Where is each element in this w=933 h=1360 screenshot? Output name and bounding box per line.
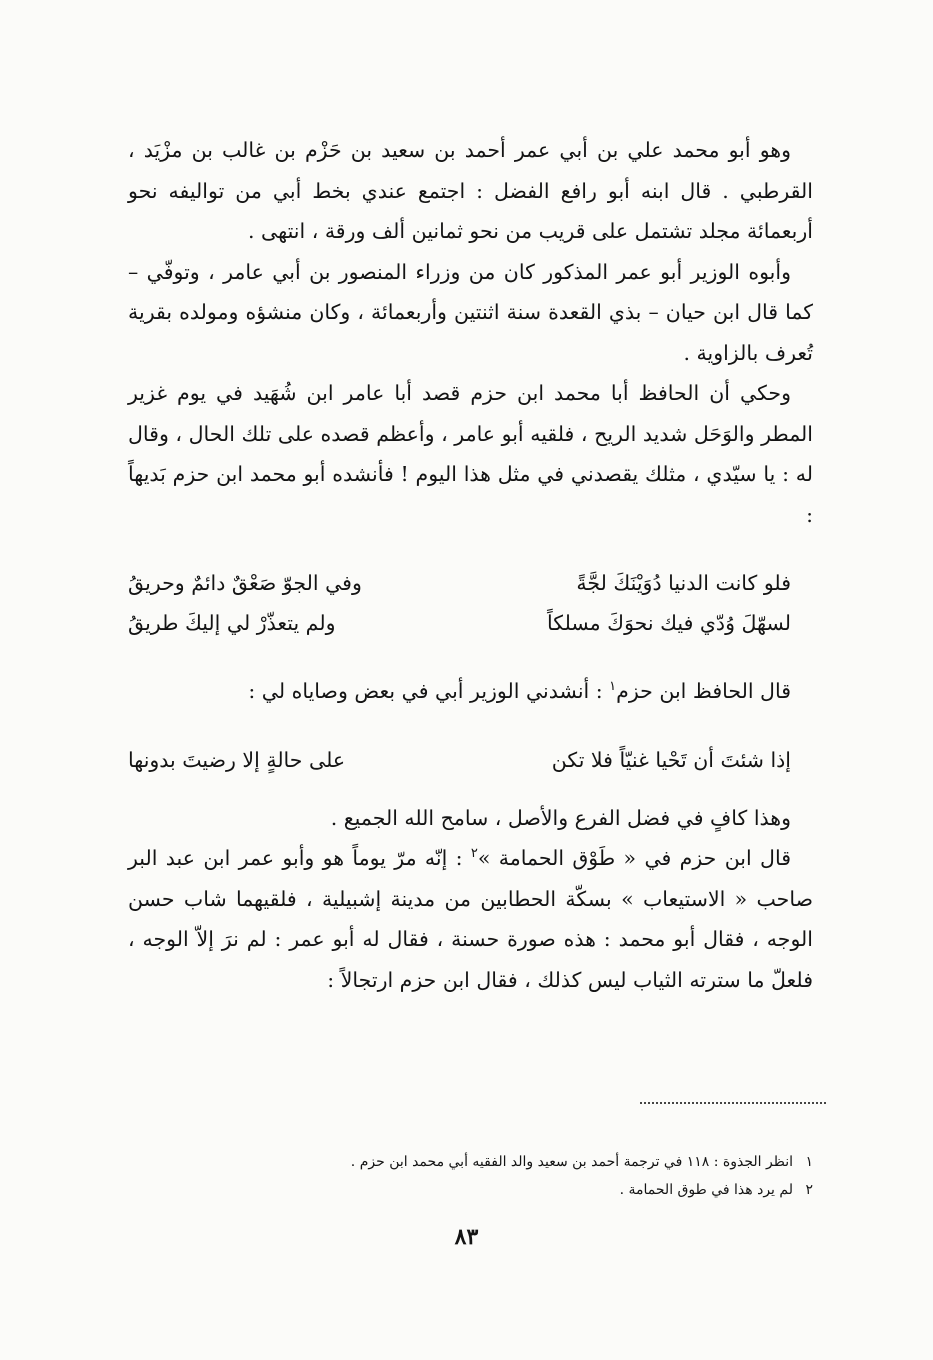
footnote-2-number: ٢: [805, 1182, 813, 1198]
verse-3-first-hemistich: إذا شئتَ أن تَحْيا غنيّاً فلا تكن: [551, 747, 791, 772]
footnote-ref-2: ٢: [470, 846, 478, 862]
tawq-paragraph: [128, 838, 813, 1000]
quote-intro-paragraph: [128, 671, 813, 712]
paragraph-2: وأبوه الوزير أبو عمر المذكور كان من وزراء المنصور بن أبي عامر ، وتوفّي – كما قال ابن حيان – بذي القعدة سنة اثنتين وأربعمائة ، وكان منشؤه ومولده بقرية تُعرف بالزاوية .: [128, 259, 813, 365]
main-text: [128, 130, 813, 1000]
footnote-1-text: انظر الجذوة : ١١٨ في ترجمة أحمد بن سعيد والد الفقيه أبي محمد ابن حزم .: [350, 1154, 793, 1170]
footnote-1: [128, 1148, 813, 1176]
verse-1-first-hemistich: فلو كانت الدنيا دُوَيْنَكَ لجَّةً: [576, 571, 791, 595]
tawq-text-after: : إنّه مرّ يوماً هو وأبو عمر ابن عبد البر صاحب « الاستيعاب » بسكّة الحطابين من مدينة إشبيلية ، فلقيهما شاب حسن الوجه ، فقال أبو محمد : هذه صورة حسنة ، فقال له أبو عمر : لم نرَ إلاّ الوجه ، فلعلّ ما سترته الثياب ليس كذلك ، فقال ابن حزم ارتجالاً :: [128, 846, 813, 992]
footnotes: [128, 1148, 813, 1204]
verse-2-first-hemistich: لسهّلَ وُدّي فيك نحوَكَ مسلكاً: [547, 611, 791, 635]
paragraph-1: وهو أبو محمد علي بن أبي عمر أحمد بن سعيد بن حَزْم بن غالب بن مزْيَد ، القرطبي . قال ابنه أبو رافع الفضل : اجتمع عندي بخط أبي من تواليفه نحو أربعمائة مجلد تشتمل على قريب من نحو ثمانين ألف ورقة ، انتهى .: [128, 138, 813, 243]
paragraph-3: وحكي أن الحافظ أبا محمد ابن حزم قصد أبا عامر ابن شُهَيد في يوم غزير المطر والوَحَل شديد الريح ، فلقيه أبو عامر ، وأعظم قصده على تلك الحال ، وقال له : يا سيّدي ، مثلك يقصدني في مثل هذا اليوم ! فأنشده أبو محمد ابن حزم بَديهاً :: [128, 381, 813, 527]
footnote-2-text: لم يرد هذا في طوق الحمامة .: [619, 1182, 793, 1198]
verse-line-3: [128, 740, 813, 780]
quote-intro-text: قال الحافظ ابن حزم: [616, 679, 791, 703]
tawq-text-before: قال ابن حزم في « طَوْق الحمامة »: [477, 846, 791, 870]
footnote-2: [128, 1176, 813, 1204]
verse-1-second-hemistich: وفي الجوّ صَعْقٌ دائمٌ وحريقُ: [128, 571, 362, 595]
quote-rest-text: : أنشدني الوزير أبي في بعض وصاياه لي :: [248, 679, 610, 703]
verse-2-second-hemistich: ولم يتعذّرْ لي إليكَ طريقُ: [128, 611, 336, 635]
paragraph-after-verse: وهذا كافٍ في فضل الفرع والأصل ، سامح الله الجميع .: [330, 805, 791, 830]
footnote-ref-1: ١: [609, 679, 617, 695]
footnote-1-number: ١: [805, 1154, 813, 1170]
page-number: ٨٣: [454, 1224, 479, 1250]
verse-3-second-hemistich: على حالةٍ إلا رضيتَ بدونها: [128, 747, 346, 772]
verse-line-2: [128, 603, 813, 643]
footnote-separator: [640, 1102, 826, 1104]
verse-line-1: [128, 563, 813, 603]
